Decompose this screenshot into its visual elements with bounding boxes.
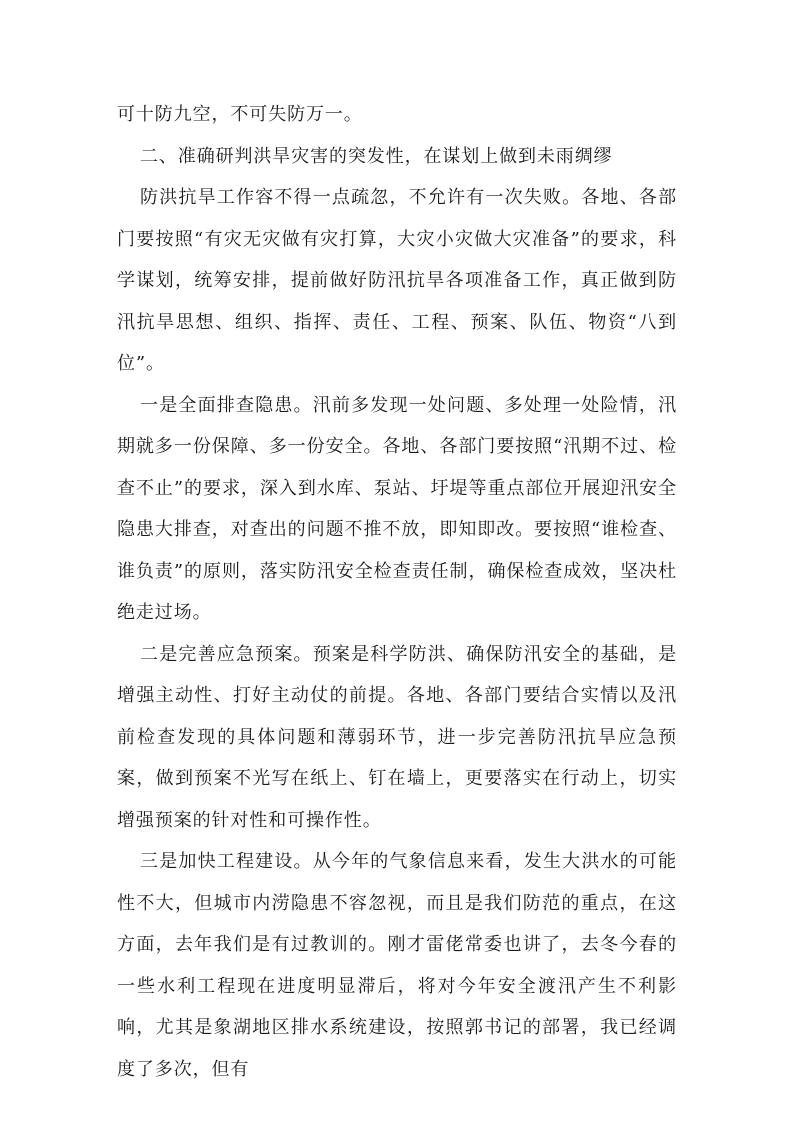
document-body (117, 94, 677, 1090)
paragraph-intro: 防洪抗旱工作容不得一点疏忽，不允许有一次失败。各地、各部门要按照“有灾无灾做有灾打算，大灾小灾做大灾准备”的要求，科学谋划，统筹安排，提前做好防汛抗旱各项准备工作，真正做到防汛抗旱思想、组织、指挥、责任、工程、预案、队伍、物资“八到位”。 (117, 187, 677, 374)
paragraph-point-three: 三是加快工程建设。从今年的气象信息来看，发生大洪水的可能性不大，但城市内涝隐患不容忽视，而且是我们防范的重点，在这方面，去年我们是有过教训的。刚才雷佬常委也讲了，去冬今春的一些水利工程现在进度明显滞后，将对今年安全渡汛产生不利影响，尤其是象湖地区排水系统建设，按照郭书记的部署，我已经调度了多次，但有 (117, 851, 677, 1080)
section-heading: 二、准确研判洪旱灾害的突发性，在谋划上做到未雨绸缪 (140, 145, 613, 167)
paragraph-continuation: 可十防九空，不可失防万一。 (117, 104, 363, 125)
paragraph-point-one: 一是全面排查隐患。汛前多发现一处问题、多处理一处险情，汛期就多一份保障、多一份安全。各地、各部门要按照“汛期不过、检查不止”的要求，深入到水库、泵站、圩堤等重点部位开展迎汛安全隐患大排查，对查出的问题不推不放，即知即改。要按照“谁检查、谁负责”的原则，落实防汛安全检查责任制，确保检查成效，坚决杜绝走过场。 (117, 394, 677, 623)
paragraph-point-two: 二是完善应急预案。预案是科学防洪、确保防汛安全的基础，是增强主动性、打好主动仗的前提。各地、各部门要结合实情以及汛前检查发现的具体问题和薄弱环节，进一步完善防汛抗旱应急预案，做到预案不光写在纸上、钉在墙上，更要落实在行动上，切实增强预案的针对性和可操作性。 (117, 643, 677, 831)
